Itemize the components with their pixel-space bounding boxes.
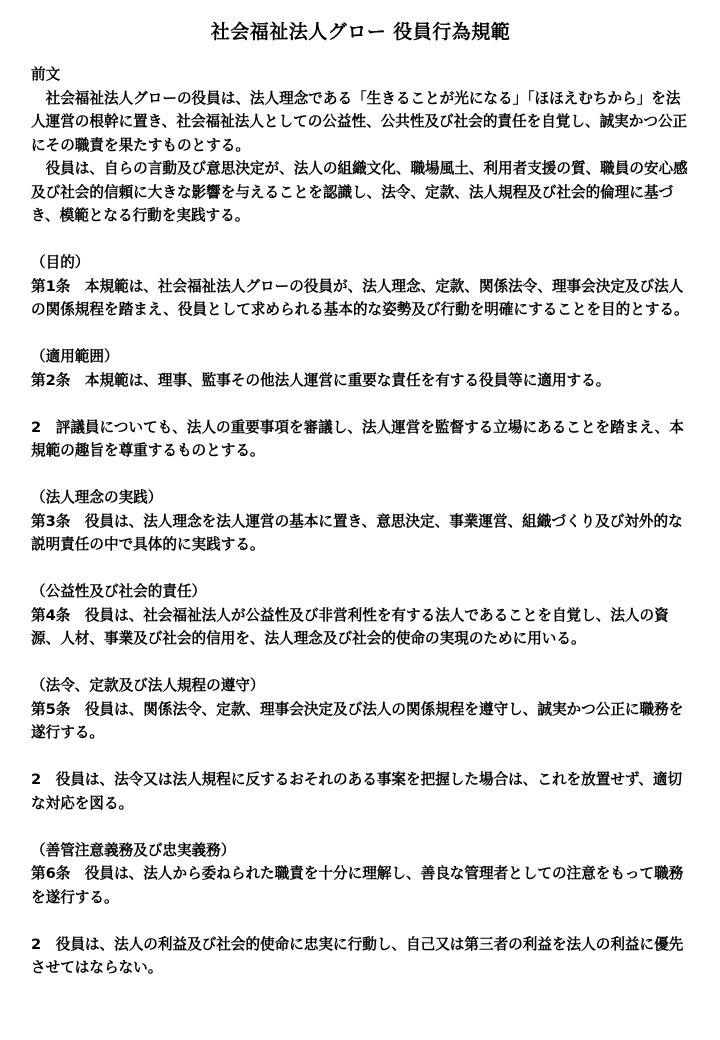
article-paragraph: 2 役員は、法令又は法人規程に反するおそれのある事案を把握した場合は、これを放置せず、適切な対応を図る。: [31, 771, 683, 812]
article-section-public-interest: [31, 580, 690, 651]
spacer: [31, 815, 690, 839]
article-section-purpose: [31, 251, 690, 322]
preamble-paragraph: 社会福祉法人グローの役員は、法人理念である「生きることが光になる」「ほほえむちから」を法人運営の根幹に置き、社会福祉法人としての公益性、公共性及び社会的責任を自覚し、誠実かつ公正にその職責を果たすものとする。: [31, 89, 688, 154]
spacer: [31, 557, 690, 581]
article-heading: （適用範囲）: [31, 348, 119, 365]
article-paragraph: 第2条 本規範は、理事、監事その他法人運営に重要な責任を有する役員等に適用する。: [31, 371, 611, 389]
article-paragraph: 第1条 本規範は、社会福祉法人グローの役員が、法人理念、定款、関係法令、理事会決定及び法人の関係規程を踏まえ、役員として求められる基本的な姿勢及び行動を明確にすることを目的とする。: [31, 277, 689, 318]
article-paragraph: 2 役員は、法人の利益及び社会的使命に忠実に行動し、自己又は第三者の利益を法人の利益に優先させてはならない。: [31, 935, 684, 976]
spacer: [31, 392, 690, 416]
article-heading: （善管注意義務及び忠実義務）: [31, 841, 236, 859]
article-paragraph: 2 評議員についても、法人の重要事項を審議し、法人運営を監督する立場にあることを踏まえ、本規範の趣旨を尊重するものとする。: [31, 418, 684, 459]
preamble-section: [31, 63, 690, 228]
preamble-heading: 前文: [31, 66, 61, 83]
spacer: [31, 228, 690, 252]
article-section-duty-of-care: [31, 839, 690, 980]
spacer: [31, 322, 690, 346]
article-paragraph: 第5条 役員は、関係法令、定款、理事会決定及び法人の関係規程を遵守し、誠実かつ公正に職務を遂行する。: [31, 700, 684, 741]
document-title: 社会福祉法人グロー 役員行為規範: [210, 21, 511, 43]
article-paragraph: 第4条 役員は、社会福祉法人が公益性及び非営利性を有する法人であることを自覚し、法人の資源、人材、事業及び社会的信用を、法人理念及び社会的使命の実現のために用いる。: [31, 606, 669, 647]
preamble-paragraph: 役員は、自らの言動及び意思決定が、法人の組織文化、職場風土、利用者支援の質、職員の安心感及び社会的信頼に大きな影響を与えることを認識し、法令、定款、法人規程及び社会的倫理に基づき、模範となる行動を実践する。: [31, 160, 688, 224]
spacer: [31, 909, 690, 933]
article-heading: （目的）: [31, 254, 90, 271]
article-paragraph: 第3条 役員は、法人理念を法人運営の基本に置き、意思決定、事業運営、組織づくり及び対外的な説明責任の中で具体的に実践する。: [31, 512, 683, 553]
spacer: [31, 651, 690, 675]
article-heading: （法令、定款及び法人規程の遵守）: [31, 677, 265, 694]
article-paragraph: 第6条 役員は、法人から委ねられた職責を十分に理解し、善良な管理者としての注意をもって職務を遂行する。: [31, 865, 684, 906]
article-section-scope: [31, 345, 690, 463]
spacer: [31, 463, 690, 487]
article-heading: （法人理念の実践）: [31, 489, 163, 506]
article-heading: （公益性及び社会的責任）: [31, 583, 207, 600]
article-section-compliance: [31, 674, 690, 815]
article-section-philosophy: [31, 486, 690, 557]
spacer: [31, 745, 690, 769]
